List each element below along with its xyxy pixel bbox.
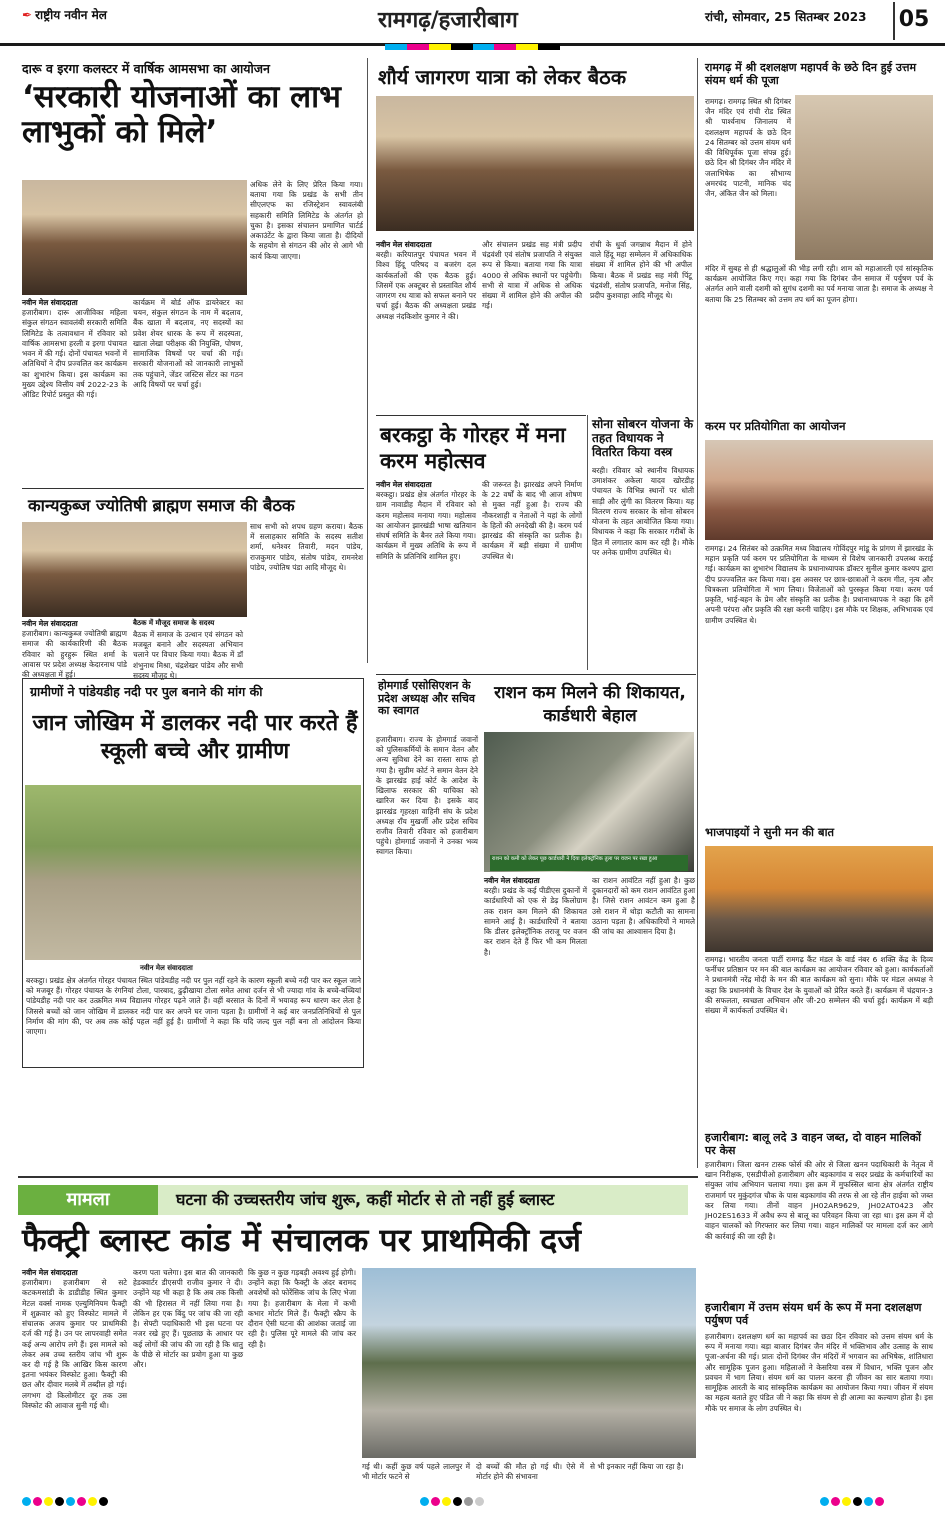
barkattha-body-1: बरकट्ठा। प्रखंड क्षेत्र अंतर्गत गोरहर के ग्राम नावाडीह मैदान में रविवार को करम महोत्सव मनाया गया। महोत्सव का आयोजन झारखंडी भाषा खतियान संघर्ष समिति के बैनर तले किया गया। कार्यक्रम में मुख्य अतिथि के रूप में समिति के प्रतिनिधि शामिल हुए। bbox=[376, 490, 476, 561]
divider bbox=[22, 488, 364, 489]
registration-marks-center bbox=[420, 1497, 484, 1506]
ration-byline: नवीन मेल संवाददाता bbox=[484, 876, 540, 885]
river-headline: जान जोखिम में डालकर नदी पार करते हैं स्कूली बच्चे और ग्रामीण bbox=[32, 711, 358, 765]
homeguard-headline: होमगार्ड एसोसिएशन के प्रदेश अध्यक्ष और सचिव का स्वागत bbox=[378, 679, 476, 718]
shaurya-col1 bbox=[376, 240, 476, 440]
agm-byline: नवीन मेल संवाददाता bbox=[22, 298, 78, 307]
river-byline: नवीन मेल संवाददाता bbox=[140, 964, 193, 972]
kanyakubj-byline: नवीन मेल संवाददाता bbox=[22, 619, 78, 628]
shaurya-headline: शौर्य जागरण यात्रा को लेकर बैठक bbox=[378, 65, 627, 89]
homeguard-body: हजारीबाग। राज्य के होमगार्ड जवानों को पुलिसकर्मियों के समान वेतन और अन्य सुविधा देने का रास्ता साफ हो गया है। सुप्रीम कोर्ट ने समान वेतन देने के झारखंड हाई कोर्ट के आदेश के खिलाफ सरकार की याचिका को खारिज कर दिया है। इसके बाद झारखंड गृहरक्षा वाहिनी संघ के प्रदेश अध्यक्ष राँय मुखर्जी और प्रदेश सचिव राजीव तिवारी रविवार को हजारीबाग पहुंचे। होमगार्ड जवानों ने उनका भव्य स्वागत किया। bbox=[376, 735, 478, 857]
river-body: बरकट्ठा। प्रखंड क्षेत्र अंतर्गत गोरहर पंचायत स्थित पांडेयडीह नदी पर पुल नहीं रहने के कारण स्कूली बच्चे नदी पार कर स्कूल जाने को मजबूर हैं। गोरहर पंचायत के रंगनियां टोला, पारबाद, ढुढ़ीखाया टोला समेत आधा दर्जन से भी ज्यादा गांव के बच्चे-बच्चियां पांडेयडीह नदी पार कर उत्क्रमित मध्य विद्यालय गोरहर पढ़ने जाते हैं। वहीं बरसात के दिनों में भयावह रूप धारण कर लेता है जिससे बच्चों को जान जोखिम में डालकर नदी पार कर अपने घर जाना पड़ता है। ग्रामीणों ने कई बार जनप्रतिनिधियों से पुल निर्माण की मांग की, पर अब तक कोई पहल नहीं हुई है। ग्रामीणों ने कहा कि यदि जल्द पुल नहीं बना तो आंदोलन किया जाएगा। bbox=[26, 976, 361, 1037]
divider bbox=[697, 58, 698, 1168]
dashlakshan-col1: रामगढ़। रामगढ़ स्थित श्री दिगंबर जैन मंदिर एवं रांची रोड स्थित श्री पार्श्वनाथ जिनालय में दशलक्षण महापर्व के छठे दिन 24 सितम्बर को उत्तम संयम धर्म की विधिपूर्वक पूजा संपन्न हुई। छठे दिन श्री दिगंबर जैन मंदिर में जलाभिषेक का सौभाग्य अमरचंद पाटनी, मानिक चंद जैन, अंकित जैन को मिला। bbox=[705, 97, 791, 198]
factory-photo bbox=[362, 1268, 696, 1458]
barkattha-byline: नवीन मेल संवाददाता bbox=[376, 480, 432, 489]
dashlakshan-col2: मंदिर में सुबह से ही श्रद्धालुओं की भीड़ लगी रही। शाम को महाआरती एवं सांस्कृतिक कार्यक्रम आयोजित किए गए। कहा गया कि दिगंबर जैन समाज में पर्युषण पर्व के अंतर्गत आने वाली दशमी को सुगंध दशमी का पर्व मनाया जाता है। समाज के अध्यक्ष ने बताया कि 25 सितम्बर को उत्तम तप धर्म का पूजन होगा। bbox=[705, 264, 933, 304]
mamla-body-1: हजारीबाग। हजारीबाग से सटे कटकमसांडी के डाडीडीह स्थित कुमार मेटल वर्क्स नामक एल्युमिनियम फैक्ट्री में शुक्रवार को हुए विस्फोट मामले में संचालक अजय कुमार पर प्राथमिकी दर्ज की गई है। उन पर लापरवाही समेत कई अन्य आरोप लगे हैं। इस मामले को लेकर अब उच्च स्तरीय जांच भी शुरू कर दी गई है कि आखिर किस कारण इतना भयंकर विस्फोट हुआ। फैक्ट्री की छत और दीवार मलबे में तब्दील हो गई। लगभग दो किलोमीटर दूर तक उस विस्फोट की आवाज सुनी गई थी। bbox=[22, 1278, 127, 1410]
dashlakshan-headline: रामगढ़ में श्री दशलक्षण महापर्व के छठे दिन हुई उत्तम संयम धर्म की पूजा bbox=[705, 61, 917, 87]
divider bbox=[587, 415, 588, 670]
sona-sobran-headline: सोना सोबरन योजना के तहत विधायक ने वितरित किया वस्त्र bbox=[592, 417, 694, 459]
mamla-byline: नवीन मेल संवाददाता bbox=[22, 1268, 78, 1277]
mamla-col2: करण पता चलेगा। इस बात की जानकारी हेडक्वार्टर डीएसपी राजीव कुमार ने दी। उन्होंने यह भी कहा है कि अब तक किसी की भी हिरासत में नहीं लिया गया है। लेकिन हर एक बिंदु पर जांच की जा रही है। सेफ्टी पदाधिकारी भी इस घटना पर नजर रखे हुए हैं। पूछताछ के आधार पर कई लोगों की जांच की जा रही है कि धातु के पीछे से मोर्टार का प्रयोग हुआ या कुछ और। bbox=[133, 1268, 243, 1369]
kanyakubj-col3: साथ सभी को शपथ ग्रहण कराया। बैठक में सलाहकार समिति के सदस्य सतीश शर्मा, धनेश्वर तिवारी, मदन पांडेय, राजकुमार पांडेय, संतोष पांडेय, रामनरेश पांडेय, ज्योतिष पंडा आदि मौजूद थे। bbox=[250, 522, 363, 572]
mamla-headline: फैक्ट्री ब्लास्ट कांड में संचालक पर प्राथमिकी दर्ज bbox=[22, 1221, 582, 1259]
divider bbox=[376, 415, 586, 416]
shaurya-byline: नवीन मेल संवाददाता bbox=[376, 240, 432, 249]
factory-caption-1: गई थी। कहीं कुछ वर्ष पहले लालपुर में भी मोर्टार फटने से bbox=[362, 1462, 470, 1482]
karam-competition-photo bbox=[705, 440, 933, 540]
agm-col3: अधिक लेने के लिए प्रेरित किया गया। बताया गया कि प्रखंड के सभी तीन सीएलएफ का रजिस्ट्रेशन स्वावलंबी सहकारी समिति लिमिटेड के अंतर्गत हो चुका है। इसका संचालन प्रमाणित चार्टर्ड अकाउंटेंट के द्वारा किया जाता है। दीदियों के सहयोग से संगठन की ओर से आगे भी कार्य किया जाएगा। bbox=[250, 180, 363, 261]
ration-caption: राशन को कमी को लेकर पूछ कार्डधारी ने दिया इलेक्ट्रॉनिक तुला पर वजन पर रखा हुआ bbox=[492, 856, 658, 862]
shaurya-col3: रांची के धुर्वा जगन्नाथ मैदान में होने वाले हिंदू महा सम्मेलन में अधिकाधिक संख्या में शामिल होने की भी अपील किया। बैठक में प्रखंड सह मंत्री पिंटू चंद्रवंशी, संतोष प्रजापति, मनोज सिंह, प्रदीप कुशवाहा आदि मौजूद थे। bbox=[590, 240, 692, 301]
divider bbox=[367, 58, 368, 663]
ration-col2: का राशन आवंटित नहीं हुआ है। कुछ दुकानदारों को कम राशन आवंटित हुआ है। जिसे राशन आवंटन कम हुआ है उसे राशन में थोड़ा कटौती का सामना उठाना पड़ता है। अधिकारियों ने मामले की जांच का आश्वासन दिया है। bbox=[592, 876, 695, 937]
mamla-kicker: घटना की उच्चस्तरीय जांच शुरू, कहीं मोर्टार से तो नहीं हुई ब्लास्ट bbox=[158, 1185, 688, 1215]
divider bbox=[376, 674, 696, 675]
uttam-sanyam-body: हजारीबाग। दशलक्षण धर्म का महापर्व का छठा दिन रविवार को उत्तम संयम धर्म के रूप में मनाया गया। बड़ा बाजार दिगंबर जैन मंदिर में भक्तिभाव और उत्साह के साथ पूजा-अर्चना की गई। प्रातः दोनों दिगंबर जैन मंदिरों में भगवान का अभिषेक, शांतिधारा और सामूहिक पूजन हुआ। महिलाओं ने केसरिया वस्त्र में विधान, भक्ति पूजन और प्रवचन में भाग लिया। संयम धर्म का पालन करना ही जीवन का सार बताया गया। सामूहिक आरती के बाद सांस्कृतिक कार्यक्रम का आयोजन किया गया। जीवन में संयम का महत्व बताते हुए पंडित जी ने कहा कि संयम से ही आत्मा का कल्याण होता है। इस मौके पर समाज के लोग उपस्थित थे। bbox=[705, 1332, 933, 1413]
kanyakubj-body-1: हजारीबाग। कान्यकुब्ज ज्योतिषी ब्राह्मण समाज की कार्यकारिणी की बैठक रविवार को हुरहुरू स्थित शर्मा के आवास पर प्रदेश अध्यक्ष केदारनाथ पांडे की अध्यक्षता में हुई। bbox=[22, 629, 127, 680]
ration-col1 bbox=[484, 876, 587, 1166]
kanyakubj-col1 bbox=[22, 619, 127, 680]
kanyakubj-photo bbox=[22, 522, 247, 617]
bjp-body: रामगढ़। भारतीय जनता पार्टी रामगढ़ कैंट मंडल के वार्ड नंबर 6 शक्ति केंद्र के दिव्य फर्नीचर प्रतिष्ठान पर मन की बात कार्यक्रम का आयोजन रविवार को हुआ। कार्यकर्ताओं ने प्रधानमंत्री नरेंद्र मोदी के मन की बात कार्यक्रम को सुना। मौके पर मंडल अध्यक्ष ने कहा कि प्रधानमंत्री के विचार देश के युवाओं को प्रेरित करते हैं। कार्यक्रम में चंद्रयान-3 की सफलता, स्वच्छता अभियान और जी-20 सम्मेलन की चर्चा हुई। कार्यक्रम में बड़ी संख्या में कार्यकर्ता उपस्थित थे। bbox=[705, 955, 933, 1016]
ration-photo bbox=[484, 732, 694, 872]
agm-kicker: दारू व इरगा कलस्टर में वार्षिक आमसभा का आयोजन bbox=[22, 61, 270, 76]
agm-col2: कार्यक्रम में बोर्ड ऑफ डायरेक्टर का चयन, संकुल संगठन के नाम में बदलाव, बैंक खाता में बदलाव, नए सदस्यों का प्रवेश शेयर धारक के रूप में सदस्यता, खाता लेखा परीक्षक की नियुक्ति, पोषण, सामाजिक विषयों पर चर्चा की गई। सरकारी योजनाओं को जानकारी लाभुकों तक पहुंचाने, जेंडर जस्टिस सेंटर का गठन आदि विषयों पर चर्चा हुई। bbox=[133, 298, 243, 389]
ration-headline: राशन कम मिलने की शिकायत, कार्डधारी बेहाल bbox=[494, 683, 686, 726]
page-section-title: रामगढ़/हजारीबाग bbox=[378, 8, 518, 33]
balu-headline: हजारीबाग: बालू लदे 3 वाहन जब्त, दो वाहन मालिकों पर केस bbox=[705, 1131, 922, 1157]
uttam-sanyam-headline: हजारीबाग में उत्तम संयम धर्म के रूप में मना दशलक्षण पर्युषण पर्व bbox=[705, 1301, 922, 1327]
factory-caption-2: दो बच्चों की मौत हो गई थी। ऐसे में मोर्टार होने की संभावना bbox=[476, 1462, 584, 1482]
barkattha-headline: बरकट्ठा के गोरहर में मना करम महोत्सव bbox=[380, 423, 566, 474]
kanyakubj-caption: बैठक में मौजूद समाज के सदस्य bbox=[133, 619, 215, 627]
bjp-photo bbox=[705, 846, 933, 952]
karam-competition-headline: करम पर प्रतियोगिता का आयोजन bbox=[705, 419, 846, 433]
mamla-col1 bbox=[22, 1268, 127, 1490]
kanyakubj-headline: कान्यकुब्ज ज्योतिषी ब्राह्मण समाज की बैठक bbox=[28, 496, 295, 515]
dashlakshan-photo bbox=[795, 95, 933, 260]
registration-marks-right bbox=[820, 1497, 884, 1506]
masthead-brand bbox=[22, 6, 107, 23]
page-number: 05 bbox=[893, 2, 933, 40]
river-kicker: ग्रामीणों ने पांडेयडीह नदी पर पुल बनाने की मांग की bbox=[30, 684, 263, 699]
sona-sobran-body: बरही। रविवार को स्थानीय विधायक उमाशंकर अकेला यादव खोरडीह पंचायत के विभिन्न स्थानों पर धोती साड़ी और लुंगी का वितरण किया। यह वितरण राज्य सरकार के सोना सोबरन योजना के तहत आयोजित किया गया। विधायक ने कहा कि सरकार गरीबों के हित में लगातार काम कर रही है। मौके पर अनेक ग्रामीण उपस्थित थे। bbox=[592, 466, 694, 557]
kanyakubj-col2: बैठक में समाज के उत्थान एवं संगठन को मजबूत बनाने और सदस्यता अभियान चलाने पर विचार किया गया। बैठक में डॉ शंभुनाथ मिश्रा, चंद्रशेखर पांडेय और सभी सदस्य मौजूद थे। bbox=[133, 630, 243, 680]
barkattha-col1 bbox=[376, 480, 476, 668]
agm-photo bbox=[22, 180, 247, 295]
agm-col1 bbox=[22, 298, 127, 483]
shaurya-col2: और संचालन प्रखंड सह मंत्री प्रदीप चंद्रवंशी एवं संतोष प्रजापति ने संयुक्त रूप से किया। बताया गया कि यात्रा 4000 से अधिक स्थानों पर पहुंचेगी। सभी से यात्रा में अधिक से अधिक संख्या में शामिल होने की अपील की गई। bbox=[482, 240, 582, 311]
agm-body-1: हजारीबाग। दारू आजीविका महिला संकुल संगठन स्वावलंबी सरकारी समिति लिमिटेड के तत्वावधान में रविवार को वार्षिक आमसभा हरली व इरगा पंचायत भवन में की गई। दोनों पंचायत भवनों में अतिथियों ने दीप प्रज्वलित कर कार्यक्रम का शुभारंभ किया। इस कार्यक्रम का मुख्य उद्देश्य वित्तीय वर्ष 2022-23 के ऑडिट रिपोर्ट प्रस्तुत की गई। bbox=[22, 308, 127, 399]
registration-marks-left bbox=[22, 1497, 108, 1506]
barkattha-col2: की जरूरत है। झारखंड अपने निर्माण के 22 वर्षों के बाद भी आज शोषण से मुक्त नहीं हुआ है। राज्य की नौकरशाही व नेताओं ने यहां के लोगों के हितों की अनदेखी की है। करम पर्व झारखंड की संस्कृति का प्रतीक है। कार्यक्रम में बड़ी संख्या में ग्रामीण उपस्थित थे। bbox=[482, 480, 582, 561]
quill-icon: ✒ bbox=[22, 8, 33, 22]
ration-body-1: बरही। प्रखंड के कई पीडीएस दुकानों में कार्डधारियों को एक से डेढ़ किलोग्राम तक राशन कम मिलने की शिकायत सामने आई है। कार्डधारियों ने बताया कि डीलर इलेक्ट्रॉनिक तराजू पर वजन कर राशन देते हैं फिर भी कम मिलता है। bbox=[484, 886, 587, 957]
river-photo bbox=[25, 785, 361, 960]
factory-caption-3: से भी इनकार नहीं किया जा रहा है। bbox=[590, 1462, 684, 1471]
karam-competition-body: रामगढ़। 24 सितंबर को उत्क्रमित मध्य विद्यालय गोविंदपुर मांडू के प्रांगण में झारखंड के महान प्रकृति पर्व करम पर प्रतियोगिता के माध्यम से विशेष जानकारी उपलब्ध कराई गई। कार्यक्रम का शुभारंभ विद्यालय के प्रधानाध्यापक डॉक्टर सुनील कुमार कश्यप द्वारा दीप प्रज्ज्वलित कर किया गया। इस अवसर पर छात्र-छात्राओं ने करम गीत, नृत्य और चित्रकला प्रतियोगिता में भाग लिया। विजेताओं को पुरस्कृत किया गया। करम पर्व प्रकृति, भाई-बहन के प्रेम और संस्कृति का प्रतीक है। प्रधानाध्यापक ने कहा कि हमें अपनी परंपरा और प्रकृति की रक्षा करनी चाहिए। इस मौके पर शिक्षक, अभिभावक एवं ग्रामीण उपस्थित थे। bbox=[705, 544, 933, 625]
dateline: रांची, सोमवार, 25 सितम्बर 2023 bbox=[705, 10, 867, 24]
balu-body: हजारीबाग। जिला खनन टास्क फोर्स की ओर से जिला खनन पदाधिकारी के नेतृत्व में खान निरीक्षक, एसडीपीओ हजारीबाग और बड़कागांव व सदर प्रखंड के कर्मचारियों का संयुक्त जांच अभियान चलाया गया। इस क्रम में मुफस्सिल थाना क्षेत्र अंतर्गत राष्ट्रीय राजमार्ग पर मुकुंदगंज चौक के पास बड़कागांव की तरफ से आ रहे तीन हाईवा को जब्त कर लिया गया। तीनों वाहन JH02AR9629, JH02AT0423 और JH02ES1633 में अवैध रूप से बालू का परिवहन किया जा रहा था। इस क्रम में दो वाहन चालकों को गिरफ्तार कर लिया गया। वाहन मालिकों पर मामला दर्ज कर आगे की कार्रवाई की जा रही है। bbox=[705, 1160, 933, 1241]
shaurya-body-1: बरही। करियातपुर पंचायत भवन में विश्व हिंदू परिषद व बजरंग दल कार्यकर्ताओं की एक बैठक हुई। जिसमें एक अक्टूबर से प्रस्तावित शौर्य जागरण रथ यात्रा को सफल बनाने पर चर्चा हुई। बैठक की अध्यक्षता प्रखंड अध्यक्ष नंदकिशोर कुमार ने की। bbox=[376, 250, 476, 321]
shaurya-photo bbox=[376, 96, 694, 231]
agm-headline: ‘सरकारी योजनाओं का लाभ लाभुकों को मिले’ bbox=[22, 79, 341, 151]
mamla-col3: कि कुछ न कुछ गड़बड़ी अवश्य हुई होगी। उन्होंने कहा कि फैक्ट्री के अंदर बरामद अवशेषों को फोरेंसिक जांच के लिए भेजा गया है। हजारीबाग के मेला में कभी कभार मोर्टार मिले हैं। फैक्ट्री स्क्रैप के दौरान ऐसी घटना की आशंका जताई जा रही है। पुलिस पूरे मामले की जांच कर रही है। bbox=[248, 1268, 356, 1349]
bjp-headline: भाजपाइयों ने सुनी मन की बात bbox=[705, 825, 835, 839]
brand-label: राष्ट्रीय नवीन मेल bbox=[35, 8, 107, 22]
divider bbox=[18, 1176, 698, 1178]
mamla-tag: मामला bbox=[18, 1185, 158, 1215]
registration-bar bbox=[385, 44, 560, 50]
